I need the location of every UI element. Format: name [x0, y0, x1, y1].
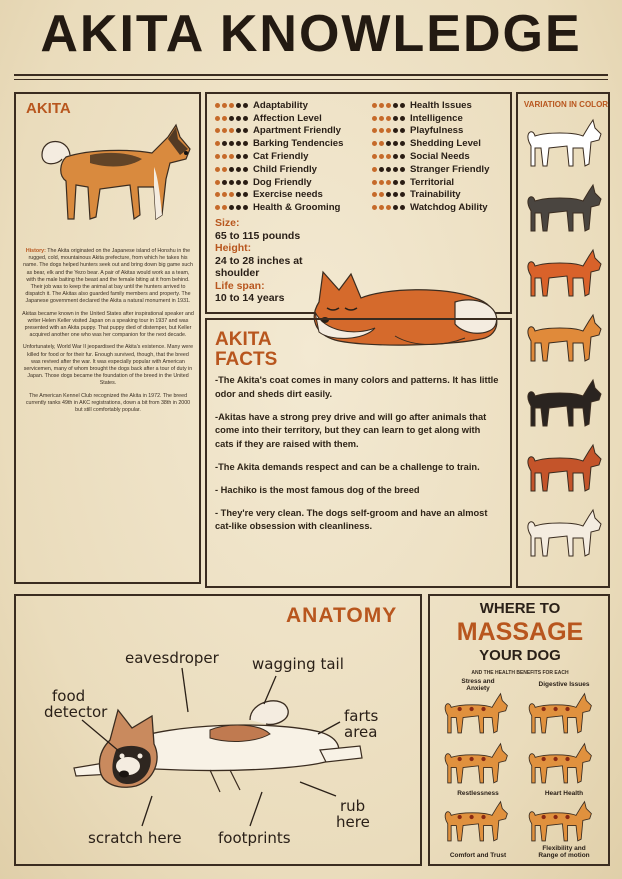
trait-label: Health Issues: [410, 99, 472, 111]
fact-item: -Akitas have a strong prey drive and will go after animals that come into their territory, but they can learn to get along with cats if they are raised with them.: [215, 411, 487, 450]
caption-digestive: Digestive Issues: [538, 681, 590, 688]
trait-label: Social Needs: [410, 151, 470, 163]
label-food-detector-line-2: detector: [44, 703, 108, 721]
massage-subtitle: AND THE HEALTH BENEFITS FOR EACH: [471, 670, 569, 676]
history-paragraph-1: The Akita originated on the Japanese island of Honshu in the rugged, cold, mountainous Akita prefecture, from which he takes his name. The dogs helped hunters seek out and bring down big game such as bear, elk and the Yezo bear. A pair of Akitas would work as a team, with the male baiting the beast and the female biting at it from behind. Their job was to keep the animal at bay until the hunters arrived to dispatch it. The Akitas also guarded family members and property. The Japanese government declared the Akita a natural monument in 1931.: [23, 248, 193, 305]
caption-comfort: Comfort and Trust: [449, 852, 507, 859]
footprints-pointer: [250, 792, 262, 826]
label-footprints: footprints: [218, 829, 291, 847]
fact-item: -The Akita's coat comes in many colors and patterns. It has little odor and sheds dirt easily.: [215, 375, 499, 399]
trait-label: Cat Friendly: [253, 151, 309, 163]
trait-label: Trainability: [410, 189, 461, 201]
caption-flexibility-line-1: Flexibility and: [542, 845, 586, 852]
label-farts-area-line-1: farts: [344, 707, 379, 725]
massage-dog-diagram: [440, 742, 510, 788]
trait-label: Dog Friendly: [253, 176, 312, 188]
history-lead: History:: [25, 248, 46, 254]
trait-label: Affection Level: [253, 112, 322, 124]
caption-restlessness: Restlessness: [457, 790, 499, 797]
facts-heading-line-1: AKITA: [215, 329, 272, 350]
fact-item: - Hachiko is the most famous dog of the breed: [215, 484, 420, 495]
lifespan-label: Life span:: [215, 279, 265, 292]
caption-stress-line-2: Anxiety: [466, 685, 490, 692]
history-paragraph-2: Akitas became known in the United States after inspirational speaker and writer Helen Keller visited Japan on a speaking tour in 1937 and was presented with an Akita puppy. That puppy died of distemper, but Keller acquired another one who was her companion for the next decade.: [22, 310, 194, 339]
label-wagging-tail: wagging tail: [252, 655, 344, 673]
label-farts-area-line-2: area: [344, 723, 378, 741]
height-value-2: shoulder: [215, 267, 260, 279]
poster-title: AKITA KNOWLEDGE: [40, 5, 582, 63]
label-food-detector-line-1: food: [52, 687, 86, 705]
massage-dog-diagram: [440, 800, 510, 846]
label-eavesdroper: eavesdroper: [125, 649, 219, 667]
trait-label: Territorial: [410, 176, 455, 188]
massage-dog-diagram: [524, 742, 594, 788]
massage-dog-diagram: [524, 692, 594, 738]
trait-label: Watchdog Ability: [410, 202, 488, 214]
food-detector-pointer: [82, 720, 120, 752]
size-label: Size:: [215, 217, 240, 229]
trait-label: Barking Tendencies: [253, 138, 344, 150]
history-paragraph-3: Unfortunately, World War II jeopardised the Akita's existence. Many were killed for food or for their fur. Enough survived, though, that the breed was revived after the war. It was especially popular with American servicemen, many of whom brought the dogs back after a tour of duty in Japan. Those dogs became the foundation of the breed in the United States.: [22, 344, 194, 387]
massage-dog-diagram: [440, 692, 510, 738]
fact-item: -The Akita demands respect and can be a challenge to train.: [215, 461, 480, 472]
facts-heading-line-2: FACTS: [215, 349, 278, 370]
caption-heart-health: Heart Health: [544, 790, 584, 797]
trait-label: Health & Grooming: [253, 202, 341, 214]
massage-heading-line-3: YOUR DOG: [479, 647, 561, 664]
label-scratch-here: scratch here: [88, 829, 182, 847]
rub-pointer: [300, 782, 336, 796]
scratch-pointer: [142, 796, 152, 826]
farts-pointer: [318, 722, 340, 734]
massage-heading-line-1: WHERE TO: [479, 600, 561, 617]
variation-heading: VARIATION IN COLOR: [523, 100, 609, 109]
lifespan-value: 10 to 14 years: [215, 292, 285, 304]
size-value: 65 to 115 pounds: [215, 229, 301, 242]
trait-label: Stranger Friendly: [410, 163, 490, 175]
trait-label: Apartment Friendly: [253, 125, 341, 137]
history-paragraph-4: The American Kennel Club recognized the Akita in 1972. The breed currently ranks 49th in AKC registrations, down a bit from 38th in 2000 but still comfortably popular.: [25, 392, 191, 414]
trait-label: Playfulness: [410, 125, 464, 137]
height-value-1: 24 to 28 inches at: [215, 254, 303, 267]
trait-label: Exercise needs: [253, 189, 323, 201]
trait-label: Intelligence: [410, 112, 463, 124]
tail-pointer: [264, 676, 276, 704]
label-rub-here-line-2: here: [336, 813, 370, 831]
history-heading: AKITA: [26, 100, 71, 117]
trait-label: Shedding Level: [410, 138, 481, 150]
trait-label: Adaptability: [253, 99, 308, 111]
label-rub-here-line-1: rub: [340, 797, 366, 815]
height-label: Height:: [215, 242, 252, 254]
fact-item: - They're very clean. The dogs self-groom and have an almost cat-like obsession with cleanliness.: [215, 507, 488, 532]
caption-flexibility-line-2: Range of motion: [538, 852, 590, 859]
trait-label: Child Friendly: [253, 163, 317, 175]
massage-dog-diagram: [524, 800, 594, 846]
eavesdroper-pointer: [182, 668, 188, 712]
massage-heading-line-2: MASSAGE: [456, 618, 584, 646]
anatomy-heading: ANATOMY: [286, 604, 398, 627]
caption-stress-line-1: Stress and: [461, 678, 495, 685]
